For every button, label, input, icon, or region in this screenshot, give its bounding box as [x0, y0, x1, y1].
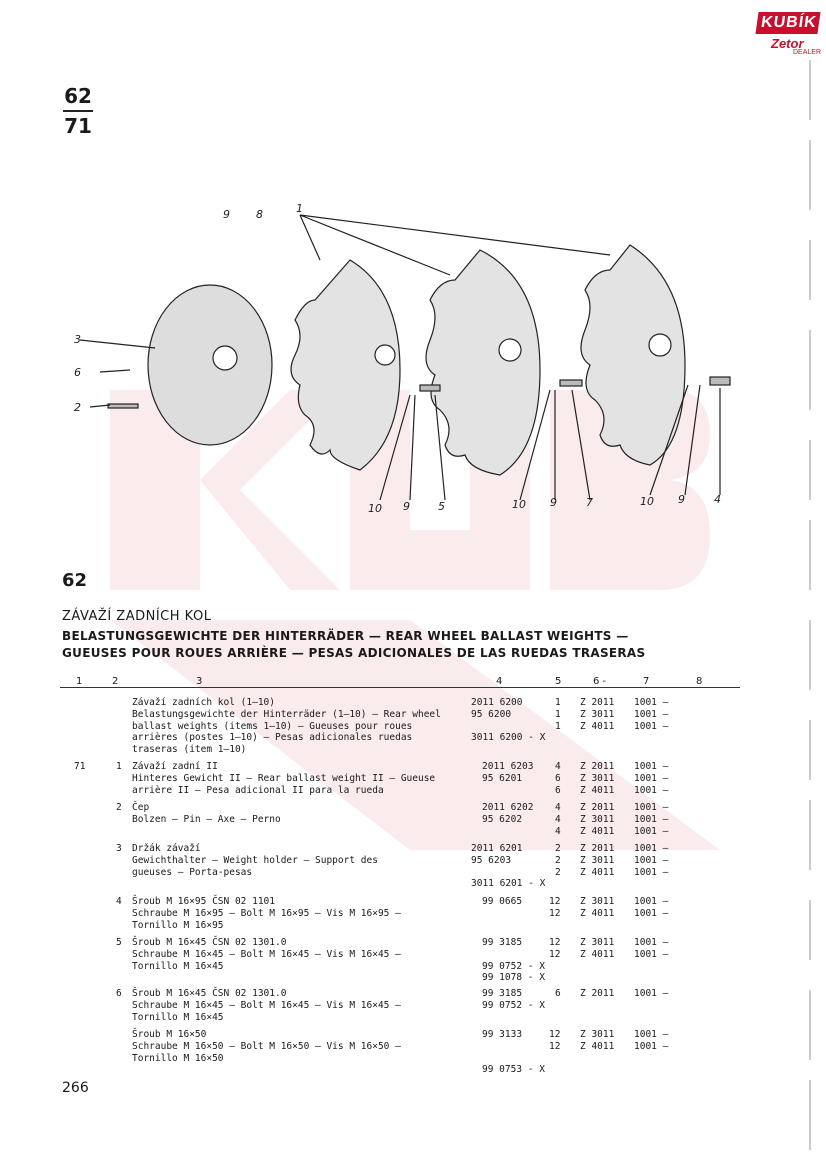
callout-6: 6: [74, 366, 81, 379]
row-quantity: 2 2 2: [555, 843, 561, 878]
callout-9b: 9: [403, 500, 410, 513]
row-code: 1001 — 1001 —: [634, 937, 669, 960]
row-model: Z 2011 Z 3011 Z 4011: [580, 802, 615, 837]
row-description: Šroub M 16×50 Schraube M 16×50 — Bolt M 16×50 — Vis M 16×50 — Tornillo M 16×50: [132, 1029, 401, 1064]
row-ref: 71: [74, 761, 86, 772]
fraction-line: [63, 110, 93, 112]
figure-reference: [63, 84, 93, 138]
title-line-1: BELASTUNGSGEWICHTE DER HINTERRÄDER — REAR WHEEL BALLAST WEIGHTS —: [62, 629, 629, 643]
callout-10b: 10: [512, 498, 526, 511]
row-part-number: 99 3185 99 0752 - X: [482, 988, 545, 1011]
title-line-2: GUEUSES POUR ROUES ARRIÈRE — PESAS ADICIONALES DE LAS RUEDAS TRASERAS: [62, 646, 646, 660]
row-model: Z 3011 Z 4011: [580, 1029, 615, 1052]
callout-9c: 9: [550, 496, 557, 509]
row-quantity: 12 12: [549, 1029, 561, 1052]
col-header-1: 1: [76, 676, 83, 687]
row-code: 1001 — 1001 — 1001 —: [634, 697, 669, 732]
logo-brand: KUBÍK: [755, 12, 820, 34]
row-quantity: 12 12: [549, 937, 561, 960]
row-model: Z 3011 Z 4011: [580, 896, 615, 919]
callout-9a: 9: [223, 208, 230, 221]
row-quantity: 1 1 1: [555, 697, 561, 732]
row-quantity: 12 12: [549, 896, 561, 919]
ballast-weight-1: [291, 260, 400, 470]
ballast-weight-2: [426, 250, 540, 475]
page-number: 266: [62, 1080, 89, 1096]
row-part-number: 2011 6200 95 6200 3011 6200 - X: [471, 697, 546, 744]
row-code: 1001 — 1001 —: [634, 1029, 669, 1052]
row-model: Z 2011 Z 3011 Z 4011: [580, 697, 615, 732]
row-item: 5: [116, 937, 122, 948]
callout-2: 2: [74, 401, 81, 414]
figure-ref-top: 62: [64, 84, 92, 108]
col-header-4: 4: [496, 676, 503, 687]
row-part-number: 2011 6201 95 6203 3011 6201 - X: [471, 843, 546, 890]
col-header-5: 5: [555, 676, 562, 687]
row-model: Z 3011 Z 4011: [580, 937, 615, 960]
row-quantity: 4 6 6: [555, 761, 561, 796]
row-item: 1: [116, 761, 122, 772]
table-header-rule: [60, 687, 740, 688]
row-code: 1001 — 1001 — 1001 —: [634, 761, 669, 796]
callout-5: 5: [438, 500, 445, 513]
row-part-number: 99 3133 99 0753 - X: [482, 1029, 545, 1076]
row-item: 3: [116, 843, 122, 854]
logo-sub2: DEALER: [793, 49, 822, 56]
row-description: Šroub M 16×45 ČSN 02 1301.0 Schraube M 16×45 — Bolt M 16×45 — Vis M 16×45 — Tornillo M 16×45: [132, 988, 401, 1023]
col-header-7: 7: [643, 676, 650, 687]
col-header-8: 8: [696, 676, 703, 687]
callout-1: 1: [296, 202, 303, 215]
row-quantity: 6: [555, 988, 561, 999]
callout-10a: 10: [368, 502, 382, 515]
row-code: 1001 —: [634, 988, 669, 999]
row-description: Čep Bolzen — Pin — Axe — Perno: [132, 802, 281, 825]
row-model: Z 2011 Z 3011 Z 4011: [580, 843, 615, 878]
logo-sub: Zetor: [771, 36, 804, 51]
row-code: 1001 — 1001 — 1001 —: [634, 843, 669, 878]
row-code: 1001 — 1001 —: [634, 896, 669, 919]
col-header-6: 6 -: [593, 676, 607, 687]
callout-8: 8: [256, 208, 263, 221]
callout-3: 3: [74, 333, 81, 346]
row-description: Šroub M 16×95 ČSN 02 1101 Schraube M 16×95 — Bolt M 16×95 — Vis M 16×95 — Tornillo M 16×95: [132, 896, 401, 931]
figure-ref-bottom: 71: [64, 114, 92, 138]
row-code: 1001 — 1001 — 1001 —: [634, 802, 669, 837]
col-header-2: 2: [112, 676, 119, 687]
row-item: 2: [116, 802, 122, 813]
exploded-parts-drawing: [60, 200, 740, 520]
col-header-3: 3: [196, 676, 203, 687]
row-description: Závaží zadních kol (1—10) Belastungsgewichte der Hinterräder (1—10) — Rear wheel ballast weights (items 1—10) — Gueuses pour roues arrières (postes 1—10) — Pesas adicionales ruedas traseras (item 1—10): [132, 697, 441, 756]
ballast-weight-3: [581, 245, 685, 465]
callout-10c: 10: [640, 495, 654, 508]
row-description: Držák závaží Gewichthalter — Weight holder — Support des gueuses — Porta-pesas: [132, 843, 378, 878]
row-item: 6: [116, 988, 122, 999]
page-edge-marks: [800, 0, 812, 1169]
row-part-number: 2011 6203 95 6201: [482, 761, 534, 784]
row-description: Závaží zadní II Hinteres Gewicht II — Rear ballast weight II — Gueuse arrière II — Pesa adicional II para la rueda: [132, 761, 436, 796]
row-description: Šroub M 16×45 ČSN 02 1301.0 Schraube M 16×45 — Bolt M 16×45 — Vis M 16×45 — Tornillo M 16×45: [132, 937, 401, 972]
weight-holder-disc: [148, 285, 272, 445]
row-quantity: 4 4 4: [555, 802, 561, 837]
section-number: 62: [62, 570, 88, 591]
section-title-cz: ZÁVAŽÍ ZADNÍCH KOL: [62, 609, 212, 624]
callout-9d: 9: [678, 493, 685, 506]
row-part-number: 99 3185 99 0752 - X 99 1078 - X: [482, 937, 545, 984]
row-model: Z 2011 Z 3011 Z 4011: [580, 761, 615, 796]
row-item: 4: [116, 896, 122, 907]
callout-7: 7: [586, 496, 593, 509]
row-part-number: 2011 6202 95 6202: [482, 802, 534, 825]
callout-4: 4: [714, 493, 721, 506]
section-title-multilingual: [62, 628, 742, 662]
row-model: Z 2011: [580, 988, 615, 999]
row-part-number: 99 0665: [482, 896, 523, 907]
